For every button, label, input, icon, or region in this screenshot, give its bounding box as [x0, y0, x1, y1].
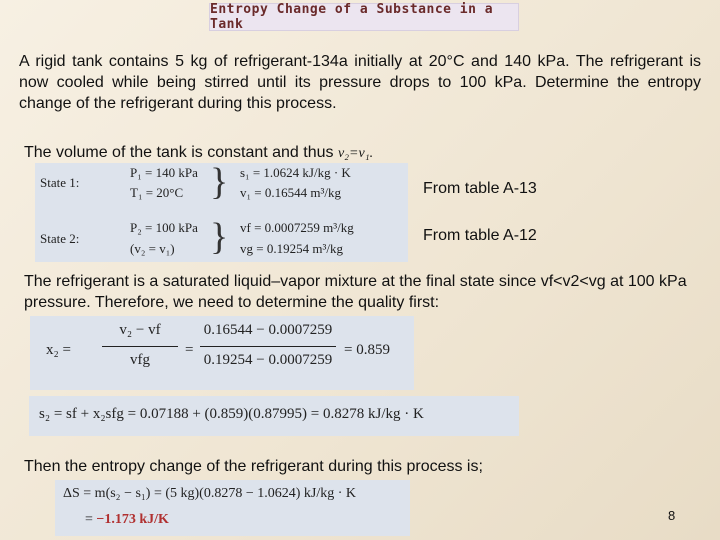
table-a12-note: From table A-12 — [423, 227, 537, 244]
state1-entropy: s₁ = 1.0624 kJ/kg · K — [240, 165, 351, 180]
volume-text: The volume of the tank is constant and thus — [24, 144, 338, 161]
state1-volume: v₁ = 0.16544 m³/kg — [240, 185, 341, 200]
quality-equation-box — [30, 316, 414, 390]
state1-label: State 1: — [40, 175, 80, 190]
state1-brace: } — [210, 161, 229, 203]
entropy-change-intro: Then the entropy change of the refrigerant during this process is; — [24, 458, 483, 475]
entropy-change-equals: = — [85, 512, 97, 527]
state1-temperature: T₁ = 20°C — [130, 185, 184, 200]
volume-statement — [24, 144, 373, 162]
entropy-change-equation-box — [55, 480, 410, 536]
state2-label: State 2: — [40, 231, 80, 246]
problem-statement: A rigid tank contains 5 kg of refrigerant-134a initially at 20°C and 140 kPa. The refrigerant is now cooled while being stirred until its pressure drops to 100 kPa. Determine the entropy change of the refrigerant during this process. — [19, 53, 701, 112]
table-a13-note: From table A-13 — [423, 180, 537, 197]
s2-equation-box — [29, 396, 519, 436]
quality-denominator-symbolic: vfg — [130, 352, 150, 368]
state1-pressure: P₁ = 140 kPa — [130, 165, 198, 180]
quality-numerator-numeric: 0.16544 − 0.0007259 — [203, 322, 333, 338]
states-equation-box — [35, 163, 408, 262]
quality-fraction-line-1 — [102, 346, 178, 347]
quality-numerator-symbolic: v₂ − vf — [119, 322, 161, 338]
state2-pressure: P₂ = 100 kPa — [130, 220, 198, 235]
quality-equals: = — [185, 342, 194, 358]
slide-title: Entropy Change of a Substance in a Tank — [209, 3, 519, 31]
state2-brace: } — [210, 216, 229, 258]
page-number: 8 — [668, 508, 676, 523]
quality-result: = 0.859 — [344, 342, 390, 358]
entropy-change-result: −1.173 kJ/K — [96, 512, 169, 527]
quality-denominator-numeric: 0.19254 − 0.0007259 — [203, 352, 333, 368]
quality-lhs: x₂ = — [46, 342, 71, 358]
volume-equation: v₂=v₁. — [337, 146, 374, 161]
entropy-change-result-line — [85, 512, 169, 528]
entropy-change-equation: ΔS = m(s₂ − s₁) = (5 kg)(0.8278 − 1.0624) kJ/kg · K — [63, 486, 357, 501]
state2-vg: vg = 0.19254 m³/kg — [240, 241, 343, 256]
quality-fraction-line-2 — [200, 346, 336, 347]
state2-vf: vf = 0.0007259 m³/kg — [240, 220, 354, 235]
saturated-mixture-text: The refrigerant is a saturated liquid–vapor mixture at the final state since vf<v2<vg at 100 kPa pressure. Therefore, we need to determine the quality first: — [24, 273, 687, 311]
s2-equation: s₂ = sf + x₂sfg = 0.07188 + (0.859)(0.87995) = 0.8278 kJ/kg · K — [39, 406, 424, 422]
state2-volume: (v₂ = v₁) — [130, 241, 175, 256]
